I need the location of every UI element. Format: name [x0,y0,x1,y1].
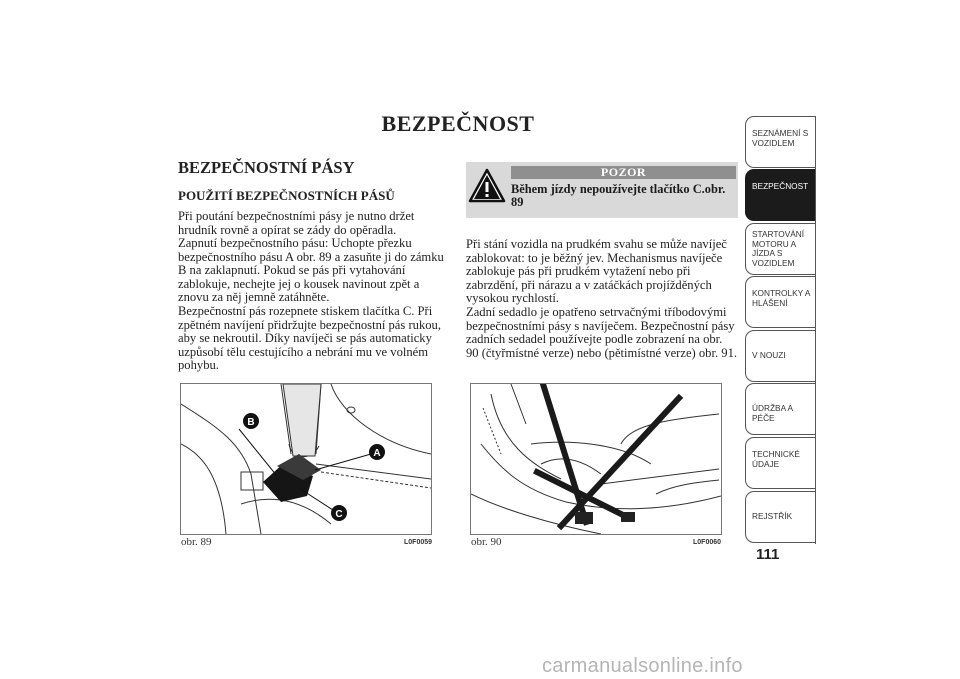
tab-kontrolky-a-hlaseni[interactable] [745,276,815,328]
tab-seznameni-s-vozidlem[interactable] [745,116,815,168]
rear-seat-belts-illustration [471,384,721,534]
left-paragraph-2: Zapnutí bezpečnostního pásu: Uchopte přezku bezpečnostního pásu A obr. 89 a zasuňte ji do zámku B na zaklapnutí. Pokud se pás při vytahování zablokuje, nechejte jej o kousek navinout zpět a znovu za něj jemně zatáhněte. [178,236,444,305]
tab-label: ÚDRŽBA A PÉČE [752,403,793,423]
seat-belt-buckle-illustration [181,384,431,534]
subsection-title: POUŽITÍ BEZPEČNOSTNÍCH PÁSŮ [178,188,395,203]
tab-label: KONTROLKY A HLÁŠENÍ [752,288,810,308]
left-paragraph-3: Bezpečnostní pás rozepnete stiskem tlačítka C. Při zpětném navíjení přidržujte bezpečnostní pás rukou, aby se nekroutil. Díky navíječi se pás automaticky uzpůsobí tělu cestujícího a nebrání mu ve volném pohybu. [178,304,441,373]
figure-90 [470,383,722,535]
tab-label: STARTOVÁNÍ MOTORU A JÍZDA S VOZIDLEM [752,229,805,268]
warning-box [466,162,738,218]
tab-rejstrik[interactable] [745,491,815,543]
section-title: BEZPEČNOSTNÍ PÁSY [178,158,355,177]
warning-heading: POZOR [511,166,736,179]
tab-label: REJSTŘÍK [752,511,793,521]
figure-89-code: L0F0059 [404,539,433,546]
tab-v-nouzi[interactable] [745,330,815,382]
right-paragraph-2: Zadní sedadlo je opatřeno setrvačnými tříbodovými bezpečnostními pásy s navíječem. Bezpečnostní pásy zadních sedadel používejte podle zobrazení na obr. 90 (čtyřmístné verze) nebo (pětimístné verze) obr. 91. [466,305,738,360]
tab-udrzba-a-pece[interactable] [745,383,815,435]
label-b: B [247,417,255,428]
tab-startovani-motoru[interactable] [745,223,815,275]
tab-bezpecnost[interactable] [745,169,815,221]
figure-90-caption: obr. 90 [471,536,502,548]
left-paragraph-1: Při poutání bezpečnostními pásy je nutno držet hrudník rovně a opírat se zády do opěradla. [178,209,415,237]
figure-89-caption: obr. 89 [181,536,212,548]
tab-label: BEZPEČNOST [752,181,809,191]
figure-89 [180,383,432,535]
tab-label: SEZNÁMENÍ S VOZIDLEM [752,128,809,148]
tab-label: V NOUZI [752,350,786,360]
figure-90-code: L0F0060 [693,539,722,546]
label-a: A [373,448,381,459]
warning-text: Během jízdy nepoužívejte tlačítko C.obr. 89 [511,182,726,209]
chapter-tabs [745,116,817,544]
tab-edge-line [815,116,816,544]
page-number: 111 [756,546,780,563]
right-paragraph-1: Při stání vozidla na prudkém svahu se může navíječ zablokovat: to je běžný jev. Mechanismus navíječe zablokuje pás při prudkém vytažení nebo při zabrzdění, při nárazu a v zatáčkách projížděných vysokou rychlostí. [466,237,727,306]
page-title: BEZPEČNOST [381,111,535,136]
watermark: carmanualsonline.info [542,655,743,677]
tab-label: TECHNICKÉ ÚDAJE [752,449,800,469]
tab-technicke-udaje[interactable] [745,437,815,489]
label-c: C [335,509,343,520]
warning-triangle-icon [466,162,508,218]
